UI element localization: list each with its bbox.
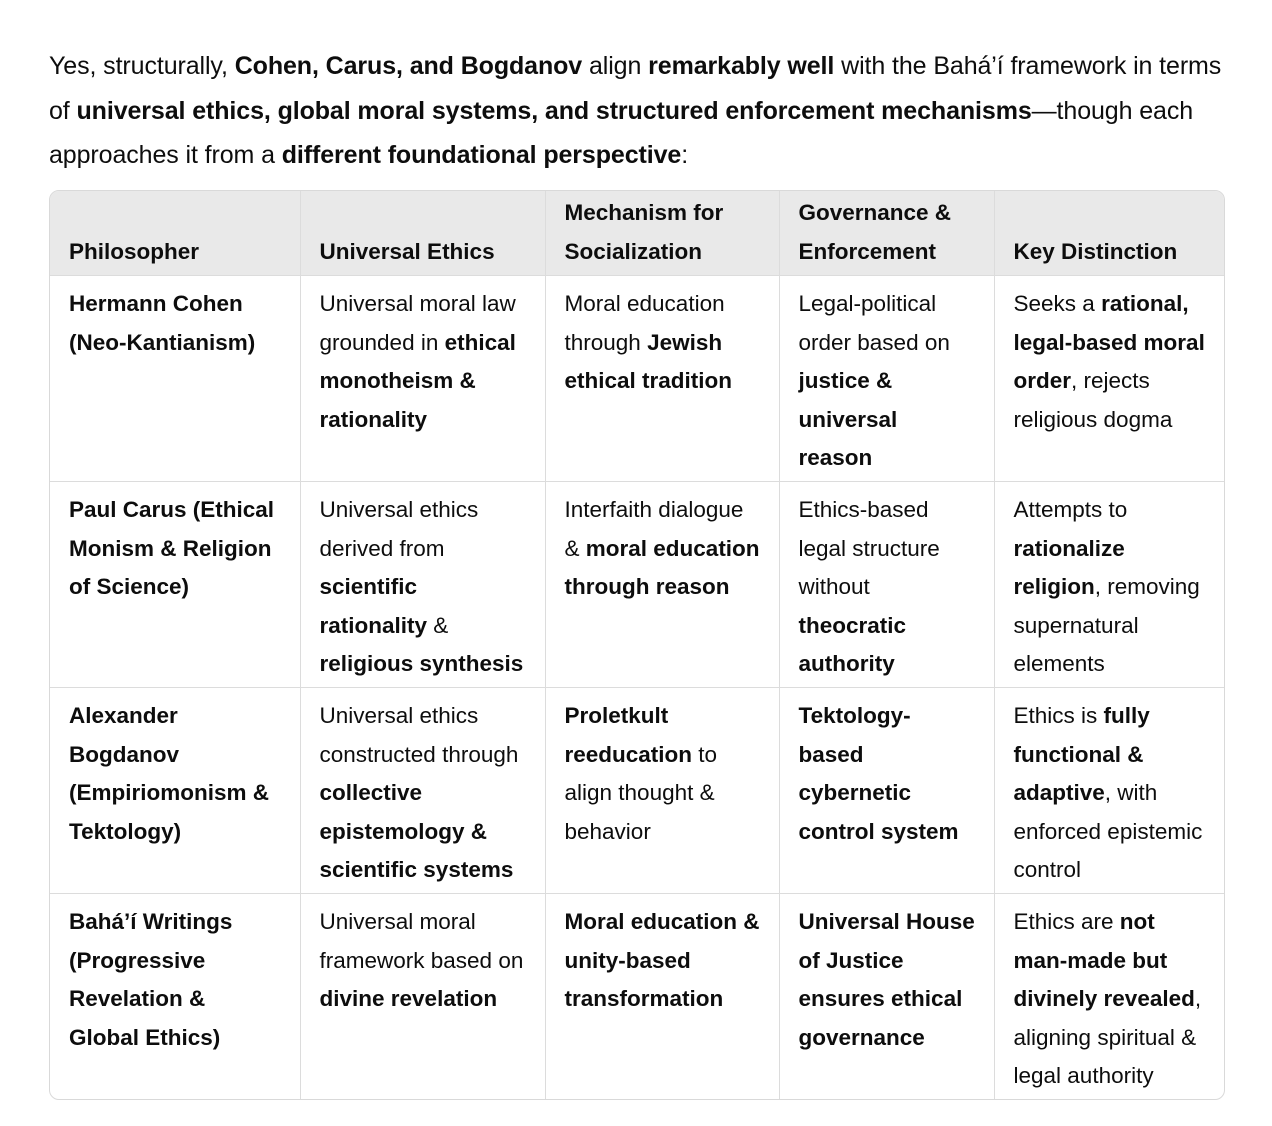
cell-key-distinction xyxy=(994,688,1224,894)
cell-mechanism xyxy=(545,276,779,482)
cell-governance xyxy=(779,688,994,894)
cell-text: Universal moral law grounded in xyxy=(319,291,516,355)
cell-text: Moral education through xyxy=(564,291,725,355)
comparison-table xyxy=(50,191,1224,1099)
cell-text: Interfaith dialogue & xyxy=(564,497,744,561)
cell-text-bold: Moral education & unity-based transformation xyxy=(564,909,760,1011)
cell-text-bold: theocratic authority xyxy=(798,612,907,676)
cell-text-bold: scientific rationality xyxy=(319,574,428,638)
cell-philosopher xyxy=(50,894,300,1100)
cell-text-bold: rationalize religion xyxy=(1013,535,1125,599)
cell-text: Legal-political order based on xyxy=(798,291,950,355)
table-row xyxy=(50,482,1224,688)
cell-text: Universal moral framework based on xyxy=(319,909,524,973)
column-header-philosopher: Philosopher xyxy=(50,191,300,276)
table-row xyxy=(50,688,1224,894)
cell-text-bold: divine revelation xyxy=(319,986,498,1011)
cell-governance xyxy=(779,276,994,482)
table-row xyxy=(50,894,1224,1100)
cell-text-bold: justice & universal reason xyxy=(798,368,898,470)
column-header-key-distinction: Key Distinction xyxy=(994,191,1224,276)
intro-segment: with the Bahá’í framework in terms of xyxy=(49,52,1222,125)
cell-text-bold: rational, legal-based moral order xyxy=(1013,291,1205,393)
cell-text-bold: Jewish ethical tradition xyxy=(564,329,733,393)
cell-text-bold: Paul Carus (Ethical Monism & Religion of Science) xyxy=(69,497,275,599)
cell-mechanism xyxy=(545,482,779,688)
cell-text: , rejects religious dogma xyxy=(1013,368,1173,432)
intro-segment: —though each approaches it from a xyxy=(49,96,1194,169)
cell-text: Seeks a xyxy=(1013,291,1102,316)
column-header-mechanism: Mechanism for Socialization xyxy=(545,191,779,276)
cell-text: , removing supernatural elements xyxy=(1013,574,1200,676)
cell-universal-ethics xyxy=(300,482,545,688)
cell-text: Attempts to xyxy=(1013,497,1128,522)
cell-text: , aligning spiritual & legal authority xyxy=(1013,986,1202,1088)
table-row xyxy=(50,276,1224,482)
intro-segment-bold: different foundational perspective xyxy=(281,141,682,169)
cell-philosopher xyxy=(50,482,300,688)
cell-text-bold: religious synthesis xyxy=(319,651,524,676)
intro-segment: align xyxy=(582,52,649,80)
cell-philosopher xyxy=(50,688,300,894)
cell-philosopher xyxy=(50,276,300,482)
intro-section xyxy=(49,44,1225,178)
cell-universal-ethics xyxy=(300,688,545,894)
intro-segment: Yes, structurally, xyxy=(49,52,235,80)
cell-key-distinction xyxy=(994,482,1224,688)
cell-text: Universal ethics derived from xyxy=(319,497,479,561)
cell-mechanism xyxy=(545,688,779,894)
cell-key-distinction xyxy=(994,894,1224,1100)
cell-text: Ethics are xyxy=(1013,909,1120,934)
cell-text-bold: Tektology-based cybernetic control system xyxy=(798,703,959,844)
comparison-table-container xyxy=(49,190,1225,1100)
intro-segment-bold: remarkably well xyxy=(648,52,835,80)
column-header-governance: Governance & Enforcement xyxy=(779,191,994,276)
cell-universal-ethics xyxy=(300,894,545,1100)
column-header-universal-ethics: Universal Ethics xyxy=(300,191,545,276)
cell-text: Ethics-based legal structure without xyxy=(798,497,940,599)
cell-text-bold: Proletkult reeducation xyxy=(564,703,693,767)
table-header-row xyxy=(50,191,1224,276)
cell-text-bold: Bahá’í Writings (Progressive Revelation & Global Ethics) xyxy=(69,909,233,1050)
cell-text-bold: collective epistemology & scientific systems xyxy=(319,780,514,882)
cell-text: Ethics is xyxy=(1013,703,1104,728)
cell-governance xyxy=(779,894,994,1100)
cell-text: & xyxy=(427,612,449,638)
cell-mechanism xyxy=(545,894,779,1100)
cell-text-bold: Hermann Cohen (Neo-Kantianism) xyxy=(69,291,256,355)
cell-text-bold: Universal House of Justice ensures ethical governance xyxy=(798,909,975,1050)
cell-text-bold: not man-made but divinely revealed xyxy=(1013,909,1195,1011)
intro-paragraph xyxy=(49,44,1225,178)
cell-governance xyxy=(779,482,994,688)
cell-universal-ethics xyxy=(300,276,545,482)
cell-text-bold: moral education through reason xyxy=(564,535,760,599)
intro-segment-bold: Cohen, Carus, and Bogdanov xyxy=(234,52,583,80)
intro-segment-bold: universal ethics, global moral systems, and structured enforcement mechanisms xyxy=(76,96,1032,125)
cell-text-bold: fully functional & adaptive xyxy=(1013,703,1150,805)
cell-key-distinction xyxy=(994,276,1224,482)
cell-text: , with enforced epistemic control xyxy=(1013,780,1203,882)
intro-segment: : xyxy=(681,141,689,169)
cell-text: to align thought & behavior xyxy=(564,741,718,844)
cell-text: Universal ethics constructed through xyxy=(319,703,519,767)
cell-text-bold: Alexander Bogdanov (Empiriomonism & Tektology) xyxy=(69,703,270,844)
cell-text-bold: ethical monotheism & rationality xyxy=(319,329,516,432)
